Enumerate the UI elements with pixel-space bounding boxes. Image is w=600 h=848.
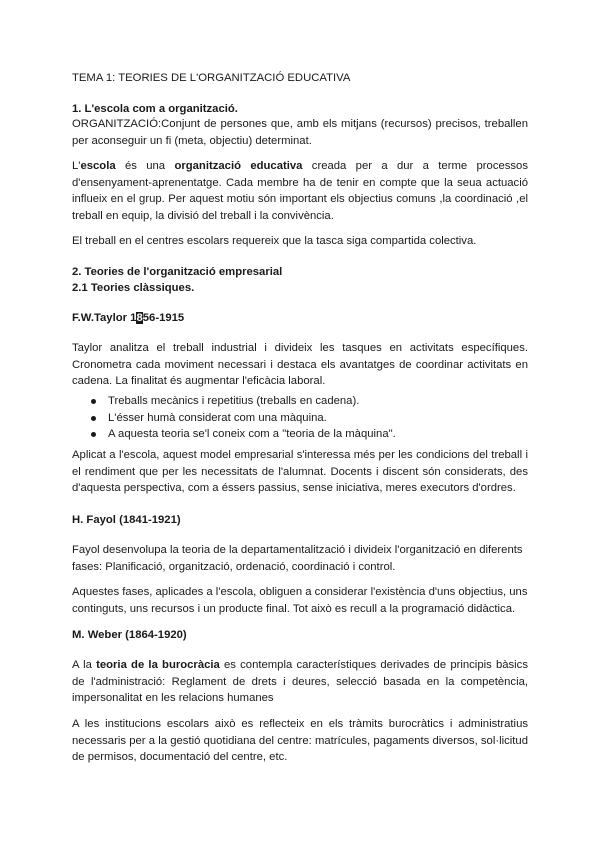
list-item: L'ésser humà considerat com una màquina. [72,410,528,427]
text-cursor-highlight: 8 [136,312,143,324]
list-item: A aquesta teoria se'l coneix com a "teoria de la màquina". [72,426,528,443]
escola-paragraph: L'escola és una organització educativa creada per a dur a terme processos d'ensenyament-aprenentatge. Cada membre ha de tenir en compte que la seua actuació influeix en el grup. Per aquest motiu són important els objectius comuns ,la coordinació ,el treball en equip, la divisió del treball i la convivència. [72,160,528,222]
document-title: TEMA 1: TEORIES DE L'ORGANITZACIÓ EDUCATIVA [72,72,351,84]
taylor-school-paragraph: Aplicat a l'escola, aquest model empresarial s'interessa més per les condicions del treball i el rendiment que per les necessitats de l'alumnat. Docents i discent són considerats, des d'aquesta perspectiva, com a éssers passius, sense iniciativa, meres executors d'ordres. [72,449,528,495]
list-item: Treballs mecànics i repetitius (treballs en cadena). [72,393,528,410]
fayol-school-paragraph: Aquestes fases, aplicades a l'escola, obliguen a considerar l'existència d'uns objectius, uns continguts, uns recursos i un producte final. Tot això es recull a la programació didàctica. [72,586,528,615]
weber-heading: M. Weber (1864-1920) [72,629,187,641]
taylor-heading: F.W.Taylor 1856-1915 [72,312,185,324]
taylor-bullet-list [72,393,528,443]
weber-school-paragraph: A les institucions escolars això es reflecteix en els tràmits burocràtics i administratius necessaris per a la gestió quotidiana del centre: matrícules, pagaments diversos, sol·licitud de permisos, documentació del centre, etc. [72,718,528,764]
section-2-heading: 2. Teories de l'organització empresarial [72,266,283,278]
treball-paragraph: El treball en el centres escolars requereix que la tasca siga compartida colectiva. [72,235,477,247]
section-2-1-heading: 2.1 Teories clàssiques. [72,282,195,294]
taylor-paragraph: Taylor analitza el treball industrial i divideix les tasques en activitats específiques. Cronometra cada moviment necessari i destaca els avantatges de coordinar activitats en cadena. La finalitat és augmentar l'eficàcia laboral. [72,342,528,388]
section-1-heading: 1. L'escola com a organització. [72,103,238,115]
weber-paragraph: A la teoria de la burocràcia es contempla característiques derivades de principis bàsics de l'administració: Reglament de drets i deures, selecció basada en la competència, impersonalitat en les relacions humanes [72,659,528,705]
organitzacio-definition: ORGANITZACIÓ:Conjunt de persones que, amb els mitjans (recursos) precisos, treballen per aconseguir un fi (meta, objectiu) determinat. [72,118,528,147]
fayol-heading: H. Fayol (1841-1921) [72,514,181,526]
fayol-paragraph: Fayol desenvolupa la teoria de la departamentalització i divideix l'organització en diferents fases: Planificació, organització, ordenació, coordinació i control. [72,544,523,573]
